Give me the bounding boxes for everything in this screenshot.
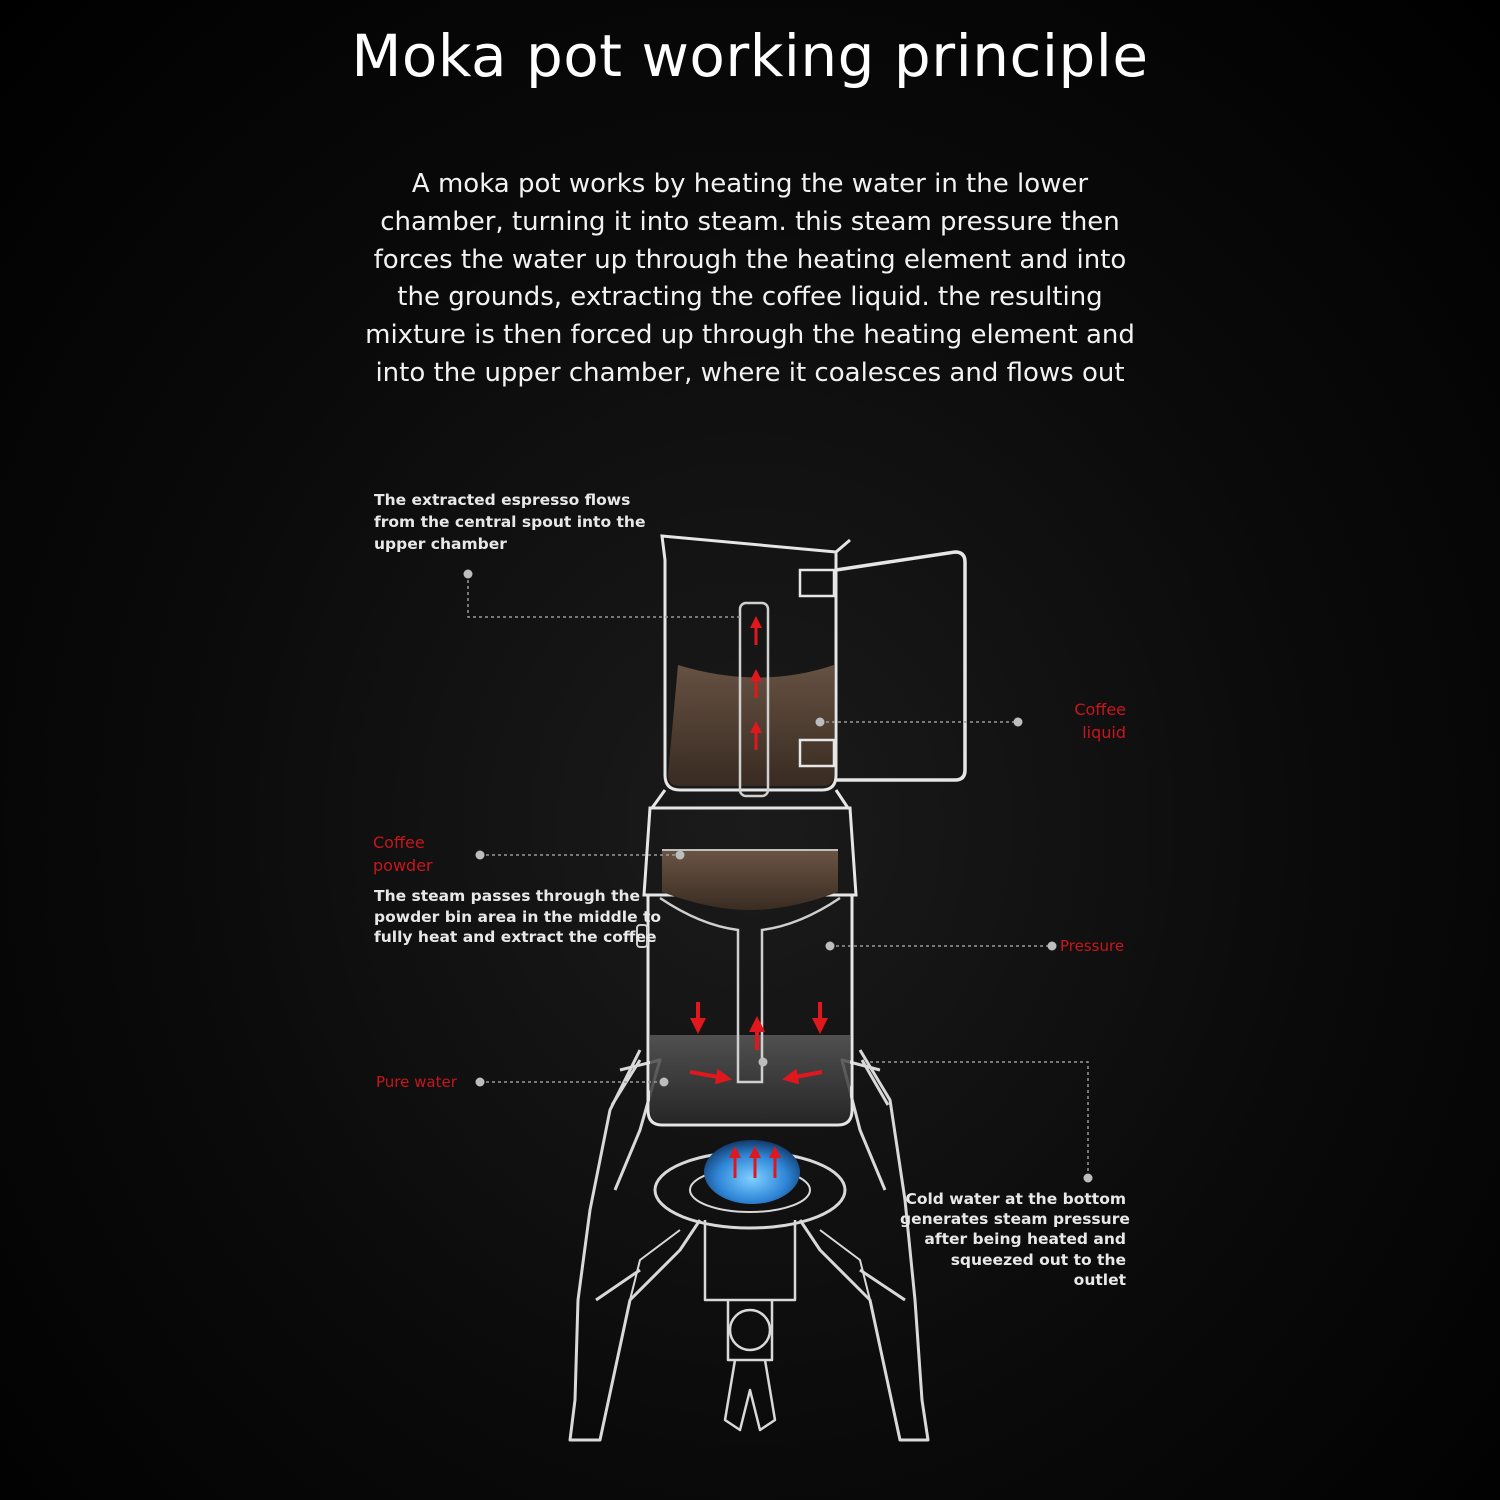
note-steam-passes (374, 886, 661, 948)
upper-chamber (652, 536, 965, 808)
leader-dot (660, 1078, 669, 1087)
leader-dot (676, 851, 685, 860)
note-line: The steam passes through the (374, 887, 641, 905)
page-title: Moka pot working principle (351, 22, 1149, 90)
note-line: after being heated and (924, 1230, 1126, 1249)
leader-dot (476, 851, 485, 860)
label-coffee-powder (373, 831, 433, 877)
note-line: upper chamber (374, 535, 507, 553)
leader-dot (464, 570, 473, 579)
leader-dot (816, 718, 825, 727)
intro-line: the grounds, extracting the coffee liquid. the resulting (397, 282, 1103, 313)
leader-dot (1084, 1174, 1093, 1183)
label-line: liquid (1082, 723, 1126, 742)
leader-dot (476, 1078, 485, 1087)
note-line: squeezed out to the (950, 1250, 1126, 1269)
intro-line: A moka pot works by heating the water in the lower (411, 169, 1089, 199)
label-coffee-liquid (1040, 698, 1126, 744)
note-line: The extracted espresso flows (374, 491, 631, 509)
leader-dot (759, 1058, 768, 1067)
leader-dot (1048, 942, 1057, 951)
flame (704, 1140, 800, 1204)
note-espresso-flow (374, 489, 645, 555)
label-pure-water: Pure water (376, 1073, 457, 1091)
label-line: Coffee (1074, 700, 1126, 719)
leader-dot (1014, 718, 1023, 727)
note-line: generates steam pressure (900, 1210, 1130, 1229)
intro-line: chamber, turning it into steam. this steam pressure then (380, 206, 1120, 237)
label-pressure: Pressure (1060, 937, 1125, 955)
intro-line: into the upper chamber, where it coalesces and flows out (375, 357, 1125, 388)
label-line: powder (373, 856, 433, 875)
note-line: fully heat and extract the coffee (374, 928, 657, 946)
note-line: powder bin area in the middle to (374, 907, 662, 926)
intro-line: mixture is then forced up through the heating element and (365, 320, 1135, 351)
note-cold-water (900, 1189, 1130, 1290)
filter-basket (644, 808, 856, 910)
label-line: Coffee (373, 833, 425, 852)
note-line: outlet (1073, 1270, 1126, 1289)
intro-line: forces the water up through the heating element and into (373, 244, 1127, 275)
leader-dot (826, 942, 835, 951)
note-line: Cold water at the bottom (905, 1190, 1126, 1208)
note-line: from the central spout into the (374, 513, 646, 531)
